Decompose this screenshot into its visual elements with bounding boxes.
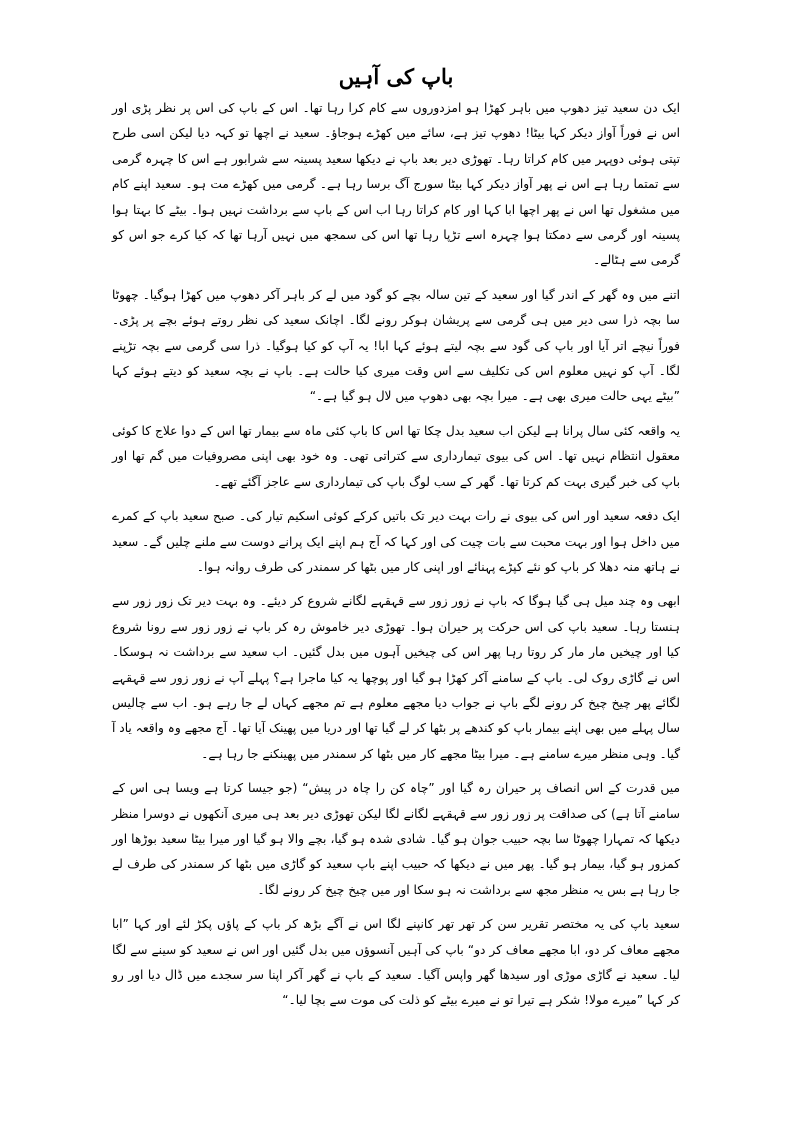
paragraph-3: یہ واقعہ کئی سال پرانا ہے لیکن اب سعید بدل چکا تھا اس کا باپ کئی ماہ سے بیمار تھا اس کے دوا علاج کا کوئی معقول انتظام نہیں تھا۔ اس کی بیوی تیمارداری سے کتراتی تھی۔ وہ خود بھی اپنی مصروفیات میں گم تھا اور باپ کی خبر گیری بہت کم کرتا تھا۔ گھر کے سب لوگ باپ کی تیمارداری سے عاجز آگئے تھے۔	[112, 423, 680, 489]
paragraph-1: ایک دن سعید تیز دھوپ میں باہر کھڑا ہو امزدوروں سے کام کرا رہا تھا۔ اس کے باپ کی اس پر نظر پڑی اور اس نے فوراً آواز دیکر کہا بیٹا! دھوپ تیز ہے، سائے میں کھڑے ہوجاؤ۔ سعید نے اچھا تو کہہ دیا لیکن اسی طرح تپتی ہوئی دوپہر میں کام کراتا رہا۔ تھوڑی دیر بعد باپ نے دیکھا سعید پسینہ سے شرابور ہے اس کا چہرہ گرمی سے تمتما رہا ہے اس نے پھر آواز دیکر کہا بیٹا سورج آگ برسا رہا ہے۔ گرمی میں کھڑے مت ہو۔ سعید اپنے کام میں مشغول تھا اس نے پھر اچھا ابا کہا اور کام کراتا رہا اب اس کے باپ سے برداشت نہیں ہوا۔ بیٹے کا بہتا ہوا پسینہ اور گرمی سے دمکتا ہوا چہرہ اسے تڑپا رہا تھا اس کی سمجھ میں نہیں آرہا تھا کہ کیا کرے جو اس کو گرمی سے ہٹالے۔	[112, 101, 680, 268]
document-title: باپ کی آہیں	[338, 64, 454, 89]
document-page	[112, 62, 680, 1023]
paragraph-7: سعید باپ کی یہ مختصر تقریر سن کر تھر تھر کانپنے لگا اس نے آگے بڑھ کر باپ کے پاؤں پکڑ لئے اور کہا ”ابا مجھے معاف کر دو، ابا مجھے معاف کر دو“ باپ کی آہیں آنسوؤں میں بدل گئیں اور اس نے سعید کو سینے سے لگا لیا۔ سعید نے گاڑی موڑی اور سیدھا گھر واپس آگیا۔ سعید کے باپ نے گھر آکر اپنا سر سجدے میں ڈال دیا اور رو کر کہا ”میرے مولا! شکر ہے تیرا تو نے میرے بیٹے کو ذلت کی موت سے بچا لیا۔“	[112, 917, 680, 1008]
paragraph-2: اتنے میں وہ گھر کے اندر گیا اور سعید کے تین سالہ بچے کو گود میں لے کر باہر آکر دھوپ میں کھڑا ہوگیا۔ چھوٹا سا بچہ ذرا سی دیر میں ہی گرمی سے پریشان ہوکر رونے لگا۔ اچانک سعید کی نظر روتے ہوئے بچے پر پڑی۔ فوراً نیچے اتر آیا اور باپ کی گود سے بچہ لیتے ہوئے کہا ابا! یہ آپ کو کیا ہوگیا۔ ذرا سی گرمی سے بچہ تڑپنے لگا۔ آپ کو نہیں معلوم اس کی تکلیف سے اس وقت میری کیا حالت ہے۔ باپ نے بچہ سعید کو دیتے ہوئے کہا ”بیٹے یہی حالت میری بھی ہے۔ میرا بچہ بھی دھوپ میں لال ہو گیا ہے۔“	[112, 287, 680, 404]
paragraph-5: ابھی وہ چند میل ہی گیا ہوگا کہ باپ نے زور زور سے قہقہے لگانے شروع کر دیئے۔ وہ بہت دیر تک زور زور سے ہنستا رہا۔ سعید باپ کی اس حرکت پر حیران ہوا۔ تھوڑی دیر خاموش رہ کر باپ نے زور زور سے رونا شروع کیا اور چیخیں مار مار کر روتا رہا پھر اس کی چیخیں آہوں میں بدل گئیں۔ اب سعید سے برداشت نہ ہوسکا۔ اس نے گاڑی روک لی۔ باپ کے سامنے آکر کھڑا ہو گیا اور پوچھا یہ کیا ماجرا ہے؟ پہلے آپ نے زور زور سے قہقہے لگائے پھر چیخ چیخ کر رونے لگے باپ نے جواب دیا مجھے معلوم ہے تم مجھے کہاں لے جا رہے ہو۔ اب سے چالیس سال پہلے میں بھی اپنے بیمار باپ کو کندھے پر بٹھا کر لے گیا تھا اور دریا میں پھینک آیا تھا۔ آج مجھے وہ واقعہ یاد آ گیا۔ وہی منظر میرے سامنے ہے۔ میرا بیٹا مجھے کار میں بٹھا کر سمندر میں پھینکنے جا رہا ہے۔	[112, 594, 680, 761]
paragraph-6: میں قدرت کے اس انصاف پر حیران رہ گیا اور ”چاہ کن را چاہ در پیش“ (جو جیسا کرتا ہے ویسا ہی اس کے سامنے آتا ہے) کی صداقت پر زور زور سے قہقہے لگانے لگا لیکن تھوڑی دیر بعد ہی میری آنکھوں نے دوسرا منظر دیکھا کہ تمہارا چھوٹا سا بچہ حبیب جوان ہو گیا۔ شادی شدہ ہو گیا، بچے والا ہو گیا اور میرا بیٹا سعید بوڑھا اور کمزور ہو گیا، بیمار ہو گیا۔ پھر میں نے دیکھا کہ حبیب اپنے باپ سعید کو گاڑی میں بٹھا کر سمندر کی طرف لے جا رہا ہے بس یہ منظر مجھ سے برداشت نہ ہو سکا اور میں چیخ چیخ کر رونے لگا۔	[112, 781, 680, 897]
paragraph-4: ایک دفعہ سعید اور اس کی بیوی نے رات بہت دیر تک باتیں کرکے کوئی اسکیم تیار کی۔ صبح سعید باپ کے کمرے میں داخل ہوا اور بہت محبت سے بات چیت کی اور کہا کہ آج ہم اپنے ایک پرانے دوست سے ملنے چلیں گے۔ سعید نے ہاتھ منہ دھلا کر باپ کو نئے کپڑے پہنائے اور اپنی کار میں بٹھا کر سمندر کی طرف روانہ ہوا۔	[112, 509, 680, 574]
